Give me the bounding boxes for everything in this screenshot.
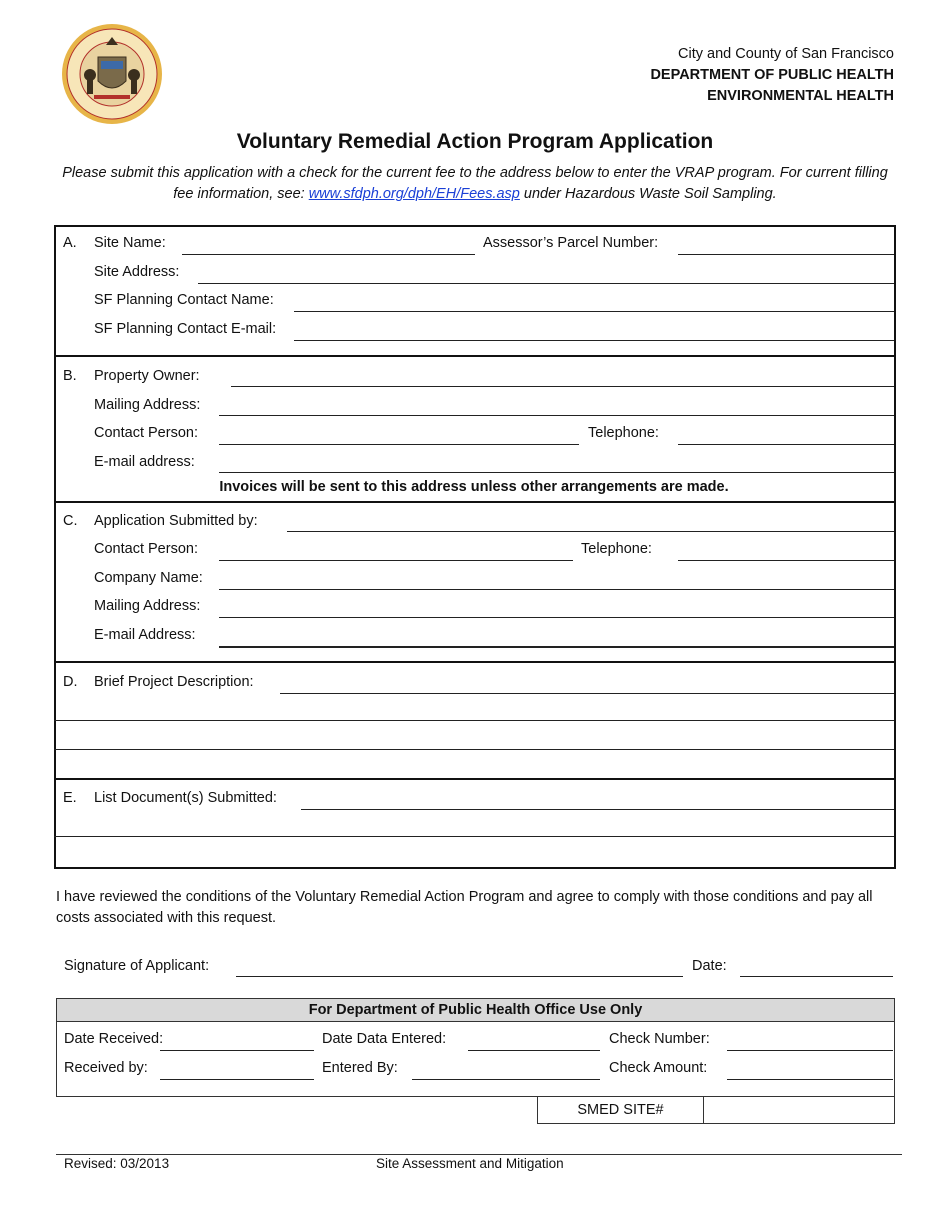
owner-mailing-address-label: Mailing Address: [94,397,201,413]
owner-email-label: E-mail address: [94,454,195,470]
section-d-letter: D. [63,674,78,690]
project-description-line-3[interactable] [54,749,894,750]
planning-contact-email-label: SF Planning Contact E-mail: [94,321,277,337]
fees-link[interactable]: www.sfdph.org/dph/EH/Fees.asp [308,186,520,202]
apn-field[interactable] [678,239,894,255]
intro-text-1: Please submit this application with a check for the current fee to the address below to enter the VRAP program. For current filling fee information, see: [62,165,888,202]
signature-date-label: Date: [692,958,727,974]
section-c-letter: C. [63,513,78,529]
entered-by-field[interactable] [412,1064,600,1080]
footer-rule [56,1154,902,1155]
section-divider [54,355,894,357]
documents-submitted-line-2[interactable] [54,836,894,837]
owner-email-field[interactable] [219,457,894,473]
project-description-label: Brief Project Description: [94,674,254,690]
unit-name: Site Assessment and Mitigation [376,1156,564,1171]
site-name-field[interactable] [182,239,475,255]
received-by-field[interactable] [160,1064,314,1080]
section-divider [54,661,894,663]
form-title: Voluntary Remedial Action Program Application [236,130,714,153]
seal-icon [60,23,164,125]
signature-field[interactable] [236,961,683,977]
check-number-field[interactable] [727,1035,893,1051]
section-a-letter: A. [63,235,77,251]
applicant-mailing-address-label: Mailing Address: [94,598,201,614]
planning-contact-email-field[interactable] [294,325,894,341]
smed-site-box [537,1096,895,1124]
check-amount-field[interactable] [727,1064,893,1080]
rule [219,647,894,648]
smed-divider [703,1096,704,1123]
city-seal-logo [60,23,164,125]
signature-label: Signature of Applicant: [64,958,210,974]
planning-contact-name-label: SF Planning Contact Name: [94,292,274,308]
revised-date: Revised: 03/2013 [64,1156,170,1171]
smed-site-field[interactable] [708,1101,888,1119]
intro-text-2: under Hazardous Waste Soil Sampling. [519,186,777,202]
signature-date-field[interactable] [740,961,893,977]
entered-by-label: Entered By: [322,1060,398,1076]
property-owner-label: Property Owner: [94,368,200,384]
rule [678,254,894,255]
office-use-heading: For Department of Public Health Office Use Only [57,999,894,1022]
owner-mailing-address-field[interactable] [219,400,894,416]
submitted-by-field[interactable] [287,516,894,532]
date-received-label: Date Received: [64,1031,164,1047]
documents-submitted-label: List Document(s) Submitted: [94,790,277,806]
smed-site-label: SMED SITE# [577,1102,664,1118]
applicant-telephone-field[interactable] [678,545,894,561]
section-b-letter: B. [63,368,77,384]
property-owner-field[interactable] [231,371,894,387]
check-number-label: Check Number: [609,1031,710,1047]
applicant-telephone-label: Telephone: [581,541,652,557]
applicant-email-label: E-mail Address: [94,627,196,643]
company-name-label: Company Name: [94,570,203,586]
invoice-note: Invoices will be sent to this address unless other arrangements are made. [219,479,729,495]
owner-telephone-field[interactable] [678,429,894,445]
received-by-label: Received by: [64,1060,148,1076]
planning-contact-name-field[interactable] [294,296,894,312]
site-name-label: Site Name: [94,235,166,251]
site-address-label: Site Address: [94,264,180,280]
applicant-mailing-address-field[interactable] [219,602,894,618]
department-name: DEPARTMENT OF PUBLIC HEALTH [650,67,894,83]
division-name: ENVIRONMENTAL HEALTH [707,88,894,104]
submitted-by-label: Application Submitted by: [94,513,258,529]
project-description-line-2[interactable] [54,720,894,721]
owner-telephone-label: Telephone: [588,425,659,441]
project-description-field[interactable] [280,678,894,694]
applicant-contact-person-label: Contact Person: [94,541,198,557]
section-divider [54,501,894,503]
owner-contact-person-field[interactable] [219,429,579,445]
date-received-field[interactable] [160,1035,314,1051]
documents-submitted-field[interactable] [301,794,894,810]
intro-paragraph [62,163,888,205]
consent-statement: I have reviewed the conditions of the Voluntary Remedial Action Program and agree to comply with those conditions and pay all costs associated with this request. [56,889,873,926]
applicant-email-field[interactable] [219,631,894,647]
site-address-field[interactable] [198,268,894,284]
check-amount-label: Check Amount: [609,1060,708,1076]
owner-contact-person-label: Contact Person: [94,425,198,441]
date-data-entered-field[interactable] [468,1035,600,1051]
section-divider [54,778,894,780]
date-data-entered-label: Date Data Entered: [322,1031,447,1047]
applicant-contact-person-field[interactable] [219,545,573,561]
agency-name: City and County of San Francisco [678,46,894,62]
apn-label: Assessor’s Parcel Number: [483,235,659,251]
company-name-field[interactable] [219,574,894,590]
section-e-letter: E. [63,790,77,806]
